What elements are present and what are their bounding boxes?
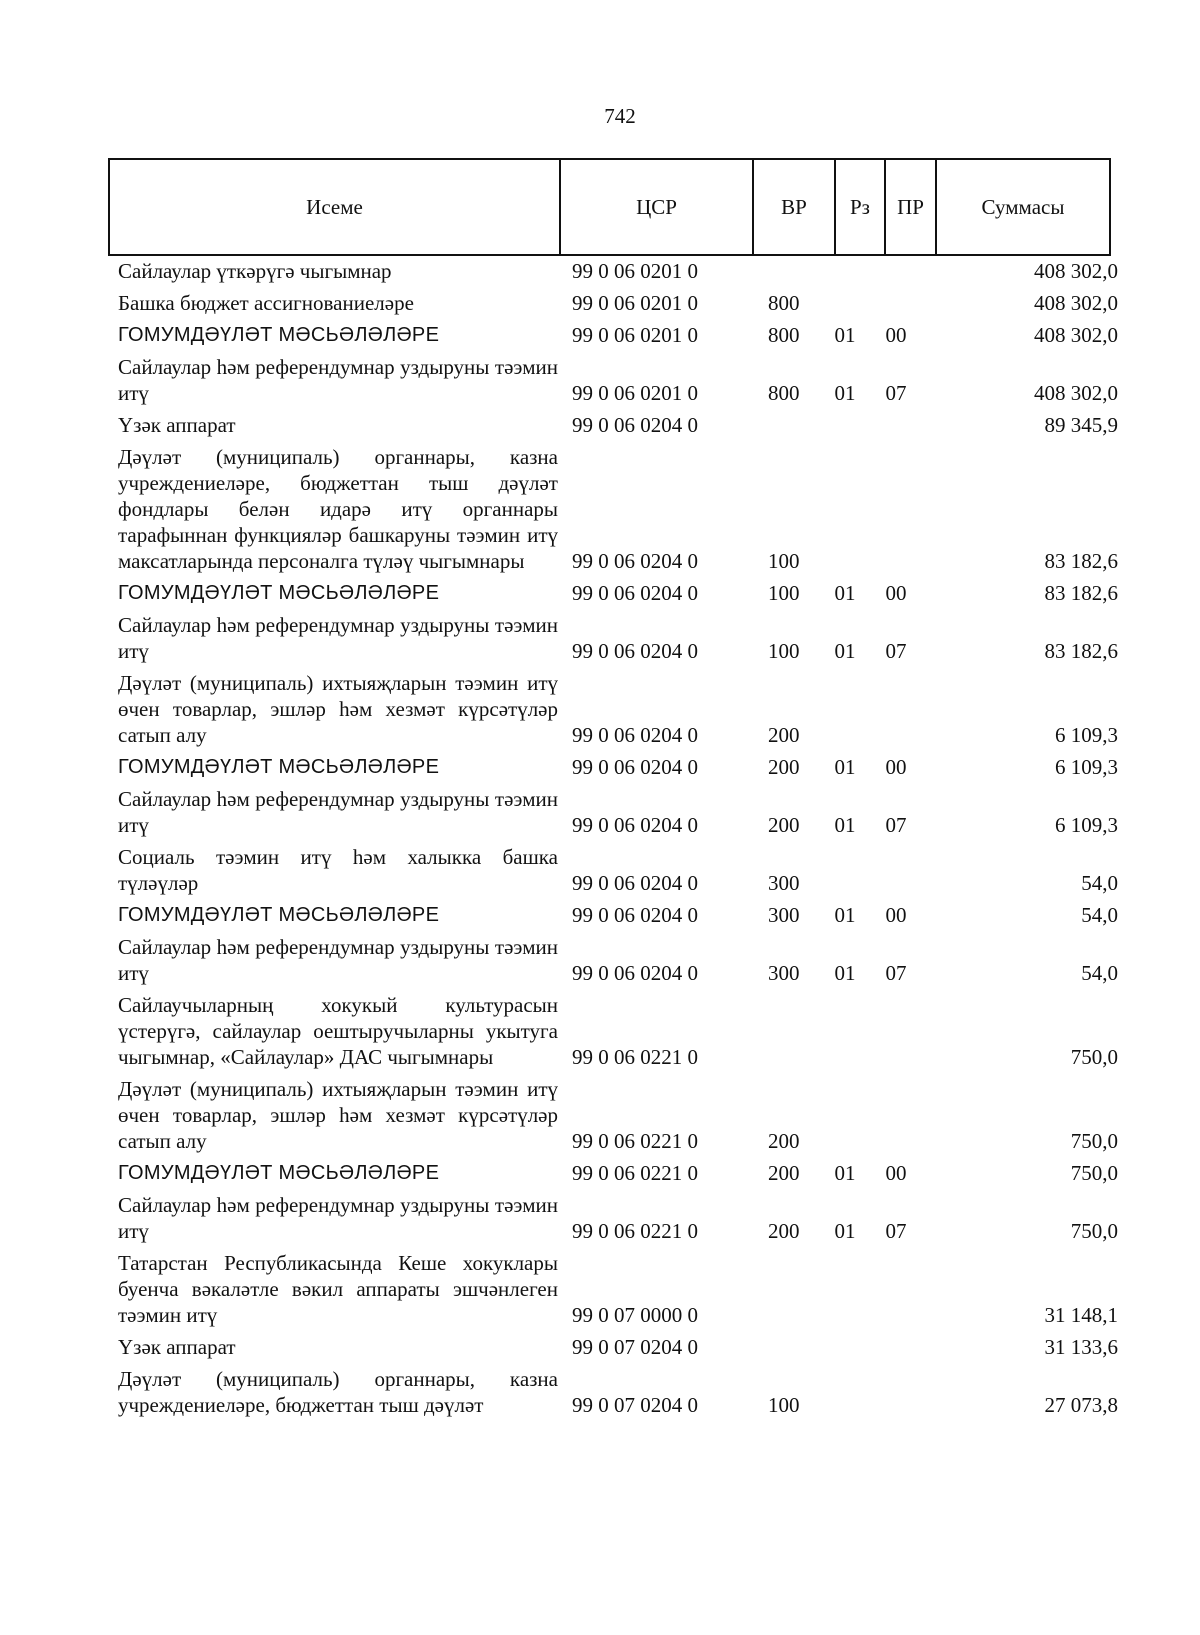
cell-csr: 99 0 06 0204 0	[572, 813, 698, 837]
cell-sum: 408 302,0	[1034, 381, 1118, 405]
cell-csr: 99 0 06 0201 0	[572, 291, 698, 315]
cell-name: ГОМУМДӘҮЛӘТ МӘСЬӘЛӘЛӘРЕ	[118, 324, 440, 346]
cell-name: ГОМУМДӘҮЛӘТ МӘСЬӘЛӘЛӘРЕ	[118, 1162, 440, 1184]
cell-vr: 200	[768, 755, 800, 779]
cell-name: ГОМУМДӘҮЛӘТ МӘСЬӘЛӘЛӘРЕ	[118, 582, 440, 604]
cell-sum: 54,0	[1081, 903, 1118, 927]
cell-name: Сайлаулар һәм референдумнар уздыруны тәэмин итү	[118, 1193, 558, 1243]
cell-sum: 750,0	[1070, 1161, 1118, 1185]
cell-vr: 200	[768, 1161, 800, 1185]
cell-csr: 99 0 07 0204 0	[572, 1393, 698, 1417]
cell-csr: 99 0 06 0204 0	[572, 581, 698, 605]
cell-name: Сайлаулар һәм референдумнар уздыруны тәэмин итү	[118, 787, 558, 837]
cell-sum: 408 302,0	[1034, 259, 1118, 283]
table-row	[118, 786, 1118, 838]
cell-vr: 300	[768, 961, 800, 985]
header-vr: ВР	[754, 160, 836, 254]
cell-name: Сайлаулар үткәрүгә чыгымнар	[118, 259, 392, 283]
header-csr: ЦСР	[561, 160, 754, 254]
table-row	[118, 290, 1118, 316]
cell-sum: 750,0	[1070, 1219, 1118, 1243]
cell-name: Башка бюджет ассигнованиеләре	[118, 291, 414, 315]
cell-vr: 800	[768, 381, 800, 405]
cell-pr: 07	[885, 813, 907, 837]
cell-sum: 6 109,3	[1055, 813, 1118, 837]
cell-pr: 00	[885, 755, 907, 779]
cell-csr: 99 0 06 0204 0	[572, 639, 698, 663]
cell-vr: 200	[768, 723, 800, 747]
cell-rz: 01	[834, 755, 856, 779]
cell-vr: 100	[768, 1393, 800, 1417]
cell-vr: 200	[768, 1129, 800, 1153]
cell-rz: 01	[834, 1219, 856, 1243]
cell-name: Үзәк аппарат	[118, 1335, 236, 1359]
cell-pr: 00	[885, 1161, 907, 1185]
cell-vr: 100	[768, 549, 800, 573]
cell-sum: 89 345,9	[1044, 413, 1118, 437]
cell-vr: 800	[768, 291, 800, 315]
cell-sum: 6 109,3	[1055, 723, 1118, 747]
cell-name: Дәүләт (муниципаль) органнары, казна учреждениеләре, бюджеттан тыш дәүләт фондлары белән идарә итү органнары тарафыннан функцияләр башкаруны тәэмин итү максатларында персоналга түләү чыгымнары	[118, 445, 558, 573]
cell-vr: 100	[768, 639, 800, 663]
cell-name: Сайлаулар һәм референдумнар уздыруны тәэмин итү	[118, 935, 558, 985]
table-row	[118, 992, 1118, 1070]
cell-csr: 99 0 06 0204 0	[572, 723, 698, 747]
cell-vr: 300	[768, 903, 800, 927]
cell-csr: 99 0 06 0221 0	[572, 1045, 698, 1069]
table-row	[118, 444, 1118, 574]
cell-csr: 99 0 06 0221 0	[572, 1129, 698, 1153]
cell-csr: 99 0 06 0204 0	[572, 871, 698, 895]
table-row	[118, 322, 1118, 348]
cell-csr: 99 0 06 0221 0	[572, 1161, 698, 1185]
cell-sum: 750,0	[1070, 1129, 1118, 1153]
table-row	[118, 1250, 1118, 1328]
cell-name: ГОМУМДӘҮЛӘТ МӘСЬӘЛӘЛӘРЕ	[118, 904, 440, 926]
table-row	[118, 354, 1118, 406]
cell-sum: 54,0	[1081, 961, 1118, 985]
cell-rz: 01	[834, 813, 856, 837]
cell-name: Сайлаулар һәм референдумнар уздыруны тәэмин итү	[118, 355, 558, 405]
cell-sum: 408 302,0	[1034, 323, 1118, 347]
cell-name: Дәүләт (муниципаль) ихтыяҗларын тәэмин итү өчен товарлар, эшләр һәм хезмәт күрсәтүләр сатып алу	[118, 1077, 558, 1153]
table-row	[118, 902, 1118, 928]
header-pr: ПР	[886, 160, 937, 254]
cell-csr: 99 0 07 0000 0	[572, 1303, 698, 1327]
cell-name: ГОМУМДӘҮЛӘТ МӘСЬӘЛӘЛӘРЕ	[118, 756, 440, 778]
cell-sum: 83 182,6	[1044, 549, 1118, 573]
table-row	[118, 934, 1118, 986]
table-row	[118, 1192, 1118, 1244]
table-row	[118, 1366, 1118, 1418]
table-row	[118, 670, 1118, 748]
cell-sum: 31 148,1	[1044, 1303, 1118, 1327]
header-sum: Суммасы	[981, 194, 1065, 219]
cell-rz: 01	[834, 639, 856, 663]
table-body	[118, 258, 1118, 1424]
cell-name: Сайлаулар һәм референдумнар уздыруны тәэмин итү	[118, 613, 558, 663]
cell-csr: 99 0 06 0221 0	[572, 1219, 698, 1243]
cell-name: Дәүләт (муниципаль) ихтыяҗларын тәэмин итү өчен товарлар, эшләр һәм хезмәт күрсәтүләр сатып алу	[118, 671, 558, 747]
cell-pr: 07	[885, 961, 907, 985]
cell-pr: 07	[885, 639, 907, 663]
cell-pr: 00	[885, 903, 907, 927]
cell-csr: 99 0 06 0204 0	[572, 413, 698, 437]
cell-vr: 200	[768, 813, 800, 837]
cell-pr: 07	[885, 381, 907, 405]
cell-sum: 83 182,6	[1044, 581, 1118, 605]
cell-csr: 99 0 06 0201 0	[572, 381, 698, 405]
cell-rz: 01	[834, 903, 856, 927]
cell-csr: 99 0 06 0201 0	[572, 323, 698, 347]
page-number: 742	[604, 104, 636, 128]
cell-pr: 07	[885, 1219, 907, 1243]
table-header	[108, 158, 1111, 256]
cell-rz: 01	[834, 1161, 856, 1185]
cell-rz: 01	[834, 381, 856, 405]
table-row	[118, 844, 1118, 896]
header-name: Исеме	[110, 160, 561, 254]
cell-rz: 01	[834, 961, 856, 985]
cell-csr: 99 0 06 0204 0	[572, 961, 698, 985]
cell-rz: 01	[834, 581, 856, 605]
cell-rz: 01	[834, 323, 856, 347]
cell-name: Үзәк аппарат	[118, 413, 236, 437]
cell-name: Социаль тәэмин итү һәм халыкка башка түләүләр	[118, 845, 558, 895]
cell-sum: 31 133,6	[1044, 1335, 1118, 1359]
cell-sum: 27 073,8	[1044, 1393, 1118, 1417]
cell-vr: 300	[768, 871, 800, 895]
cell-csr: 99 0 06 0204 0	[572, 755, 698, 779]
cell-vr: 200	[768, 1219, 800, 1243]
table-row	[118, 1076, 1118, 1154]
cell-sum: 83 182,6	[1044, 639, 1118, 663]
cell-sum: 408 302,0	[1034, 291, 1118, 315]
table-row	[118, 754, 1118, 780]
cell-vr: 100	[768, 581, 800, 605]
header-rz: Рз	[836, 160, 886, 254]
cell-name: Татарстан Республикасында Кеше хокуклары буенча вәкаләтле вәкил аппараты эшчәнлеген тәэмин итү	[118, 1251, 558, 1327]
cell-sum: 6 109,3	[1055, 755, 1118, 779]
cell-pr: 00	[885, 581, 907, 605]
cell-name: Сайлаучыларның хокукый культурасын үстерүгә, сайлаулар оештыручыларны укытуга чыгымнар, «Сайлаулар» ДАС чыгымнары	[118, 993, 558, 1069]
cell-csr: 99 0 06 0204 0	[572, 903, 698, 927]
cell-name: Дәүләт (муниципаль) органнары, казна учреждениеләре, бюджеттан тыш дәүләт	[118, 1367, 558, 1417]
cell-sum: 750,0	[1070, 1045, 1118, 1069]
cell-csr: 99 0 07 0204 0	[572, 1335, 698, 1359]
table-row	[118, 412, 1118, 438]
cell-csr: 99 0 06 0204 0	[572, 549, 698, 573]
cell-pr: 00	[885, 323, 907, 347]
cell-sum: 54,0	[1081, 871, 1118, 895]
table-row	[118, 1160, 1118, 1186]
cell-vr: 800	[768, 323, 800, 347]
cell-csr: 99 0 06 0201 0	[572, 259, 698, 283]
table-row	[118, 612, 1118, 664]
table-row	[118, 258, 1118, 284]
table-row	[118, 580, 1118, 606]
table-row	[118, 1334, 1118, 1360]
